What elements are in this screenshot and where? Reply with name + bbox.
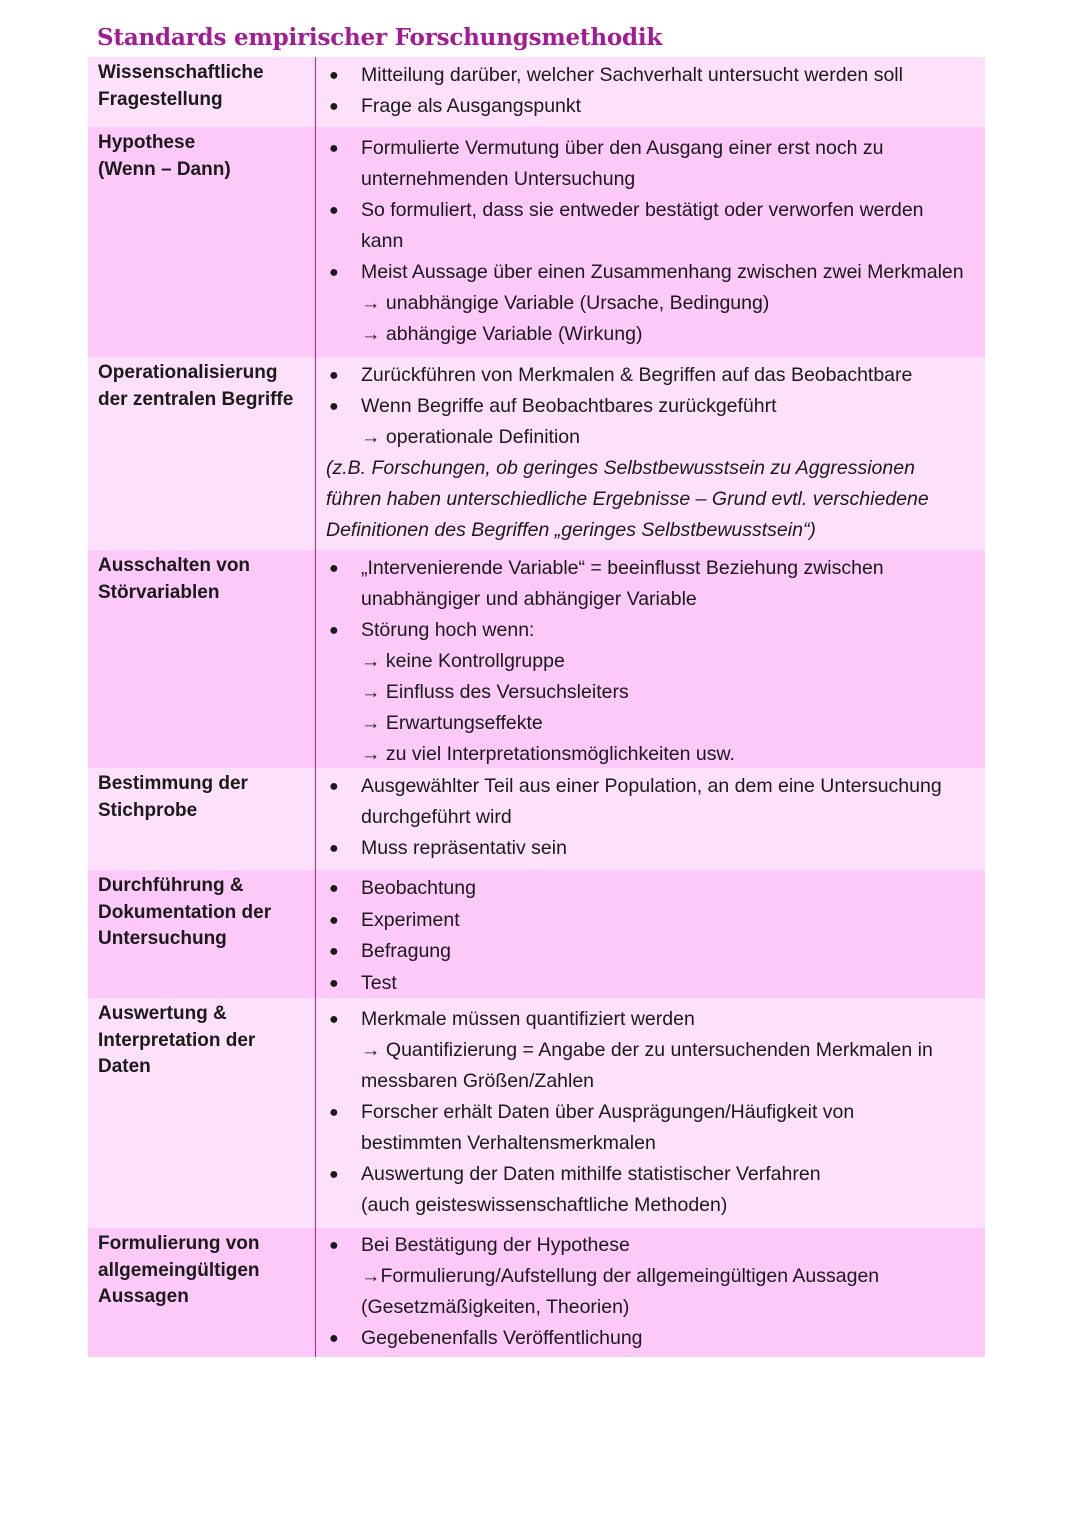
list-item: ● So formuliert, dass sie entweder bestätigt oder verworfen werden kann (326, 195, 975, 257)
arrow-sub-item: → Quantifizierung = Angabe der zu untersuchenden Merkmalen in messbaren Größen/Zahlen (361, 1039, 933, 1092)
arrow-sub-item: → keine Kontrollgruppe (361, 650, 565, 672)
row-label: Operationalisierung der zentralen Begriffe (88, 357, 316, 550)
table-row-fragestellung (88, 57, 985, 127)
bullet-icon: ● (329, 98, 339, 115)
bullet-icon: ● (329, 560, 339, 577)
arrow-sub-item: → zu viel Interpretationsmöglichkeiten usw. (361, 743, 735, 765)
arrow-sub-item: → Einfluss des Versuchsleiters (361, 681, 629, 703)
bullet-icon: ● (329, 67, 339, 84)
table-row-hypothese (88, 127, 985, 357)
list-item: ● Formulierte Vermutung über den Ausgang einer erst noch zu unternehmenden Untersuchung (326, 133, 975, 195)
list-item: ● Zurückführen von Merkmalen & Begriffen auf das Beobachtbare (326, 360, 975, 391)
list-item: ● Beobachtung (326, 873, 975, 905)
bullet-icon: ● (329, 1166, 339, 1183)
list-item: ● „Intervenierende Variable“ = beeinflusst Beziehung zwischen unabhängiger und abhängiger Variable (326, 553, 975, 615)
row-content (316, 870, 985, 998)
bullet-icon: ● (329, 911, 339, 929)
methodology-table (88, 57, 985, 1357)
bullet-icon: ● (329, 367, 339, 384)
list-item: ● Wenn Begriffe auf Beobachtbares zurückgeführt → operationale Definition (326, 391, 975, 453)
row-content (316, 357, 985, 550)
bullet-icon: ● (329, 880, 339, 897)
list-item: ● Befragung (326, 936, 975, 968)
row-label: Durchführung & Dokumentation der Untersuchung (88, 870, 316, 998)
row-label: Auswertung & Interpretation der Daten (88, 998, 316, 1228)
list-item: ● Merkmale müssen quantifiziert werden → Quantifizierung = Angabe der zu untersuchenden Merkmalen in messbaren Größen/Zahlen (326, 1004, 975, 1097)
list-item: ● Störung hoch wenn: → keine Kontrollgruppe → Einfluss des Versuchsleiters → Erwartungseffekte → zu viel Interpretationsmöglichkeiten usw. (326, 615, 975, 770)
bullet-icon: ● (329, 264, 339, 281)
table-row-operationalisierung (88, 357, 985, 550)
bullet-icon: ● (329, 622, 339, 639)
list-item: ● Meist Aussage über einen Zusammenhang zwischen zwei Merkmalen → unabhängige Variable (Ursache, Bedingung) → abhängige Variable (Wirkung) (326, 257, 975, 350)
bullet-icon: ● (329, 943, 339, 960)
arrow-sub-item: → operationale Definition (361, 426, 580, 448)
arrow-sub-item: →Formulierung/Aufstellung der allgemeingültigen Aussagen (Gesetzmäßigkeiten, Theorien) (361, 1265, 880, 1318)
table-row-stoervariablen (88, 550, 985, 768)
bullet-icon: ● (329, 1330, 339, 1347)
table-row-formulierung (88, 1228, 985, 1357)
row-content (316, 550, 985, 768)
table-row-durchfuehrung (88, 870, 985, 998)
table-row-stichprobe (88, 768, 985, 870)
row-content (316, 998, 985, 1228)
table-row-auswertung (88, 998, 985, 1228)
row-label: Formulierung von allgemeingültigen Aussagen (88, 1228, 316, 1357)
bullet-icon: ● (329, 1237, 339, 1254)
bullet-icon: ● (329, 1011, 339, 1028)
row-label: Hypothese (Wenn – Dann) (88, 127, 316, 357)
list-item: ● Mitteilung darüber, welcher Sachverhalt untersucht werden soll (326, 60, 975, 91)
bullet-icon: ● (329, 398, 339, 415)
bullet-icon: ● (329, 778, 339, 795)
arrow-sub-item: → abhängige Variable (Wirkung) (361, 323, 643, 345)
list-item: ● Frage als Ausgangspunkt (326, 91, 975, 122)
bullet-icon: ● (329, 140, 339, 157)
list-item: ● Experiment (326, 905, 975, 937)
arrow-sub-item: → unabhängige Variable (Ursache, Bedingung) (361, 292, 770, 314)
bullet-icon: ● (329, 202, 339, 219)
list-item: ● Test (326, 968, 975, 1000)
arrow-sub-item: → Erwartungseffekte (361, 712, 543, 734)
list-item: ● Auswertung der Daten mithilfe statistischer Verfahren (auch geisteswissenschaftliche Methoden) (326, 1159, 975, 1221)
row-label: Wissenschaftliche Fragestellung (88, 57, 316, 127)
list-item: ● Muss repräsentativ sein (326, 833, 975, 864)
row-label: Bestimmung der Stichprobe (88, 768, 316, 870)
example-note: (z.B. Forschungen, ob geringes Selbstbewusstsein zu Aggressionen führen haben unterschiedliche Ergebnisse – Grund evtl. verschiedene Definitionen des Begriffen „geringes Selbstbewusstsein“) (326, 457, 929, 541)
bullet-icon: ● (329, 974, 339, 992)
list-item: ● Bei Bestätigung der Hypothese →Formulierung/Aufstellung der allgemeingültigen Aussagen (Gesetzmäßigkeiten, Theorien) (326, 1230, 975, 1323)
list-item: ● Ausgewählter Teil aus einer Population, an dem eine Untersuchung durchgeführt wird (326, 771, 975, 833)
row-label: Ausschalten von Störvariablen (88, 550, 316, 768)
list-item: ● Gegebenenfalls Veröffentlichung (326, 1323, 975, 1354)
row-content (316, 768, 985, 870)
list-item: ● Forscher erhält Daten über Ausprägungen/Häufigkeit von bestimmten Verhaltensmerkmalen (326, 1097, 975, 1159)
row-content (316, 57, 985, 127)
bullet-icon: ● (329, 1104, 339, 1121)
row-content (316, 127, 985, 357)
page-title: Standards empirischer Forschungsmethodik (97, 24, 663, 51)
sub-item: (auch geisteswissenschaftliche Methoden) (361, 1194, 728, 1216)
bullet-icon: ● (329, 840, 339, 857)
row-content (316, 1228, 985, 1357)
